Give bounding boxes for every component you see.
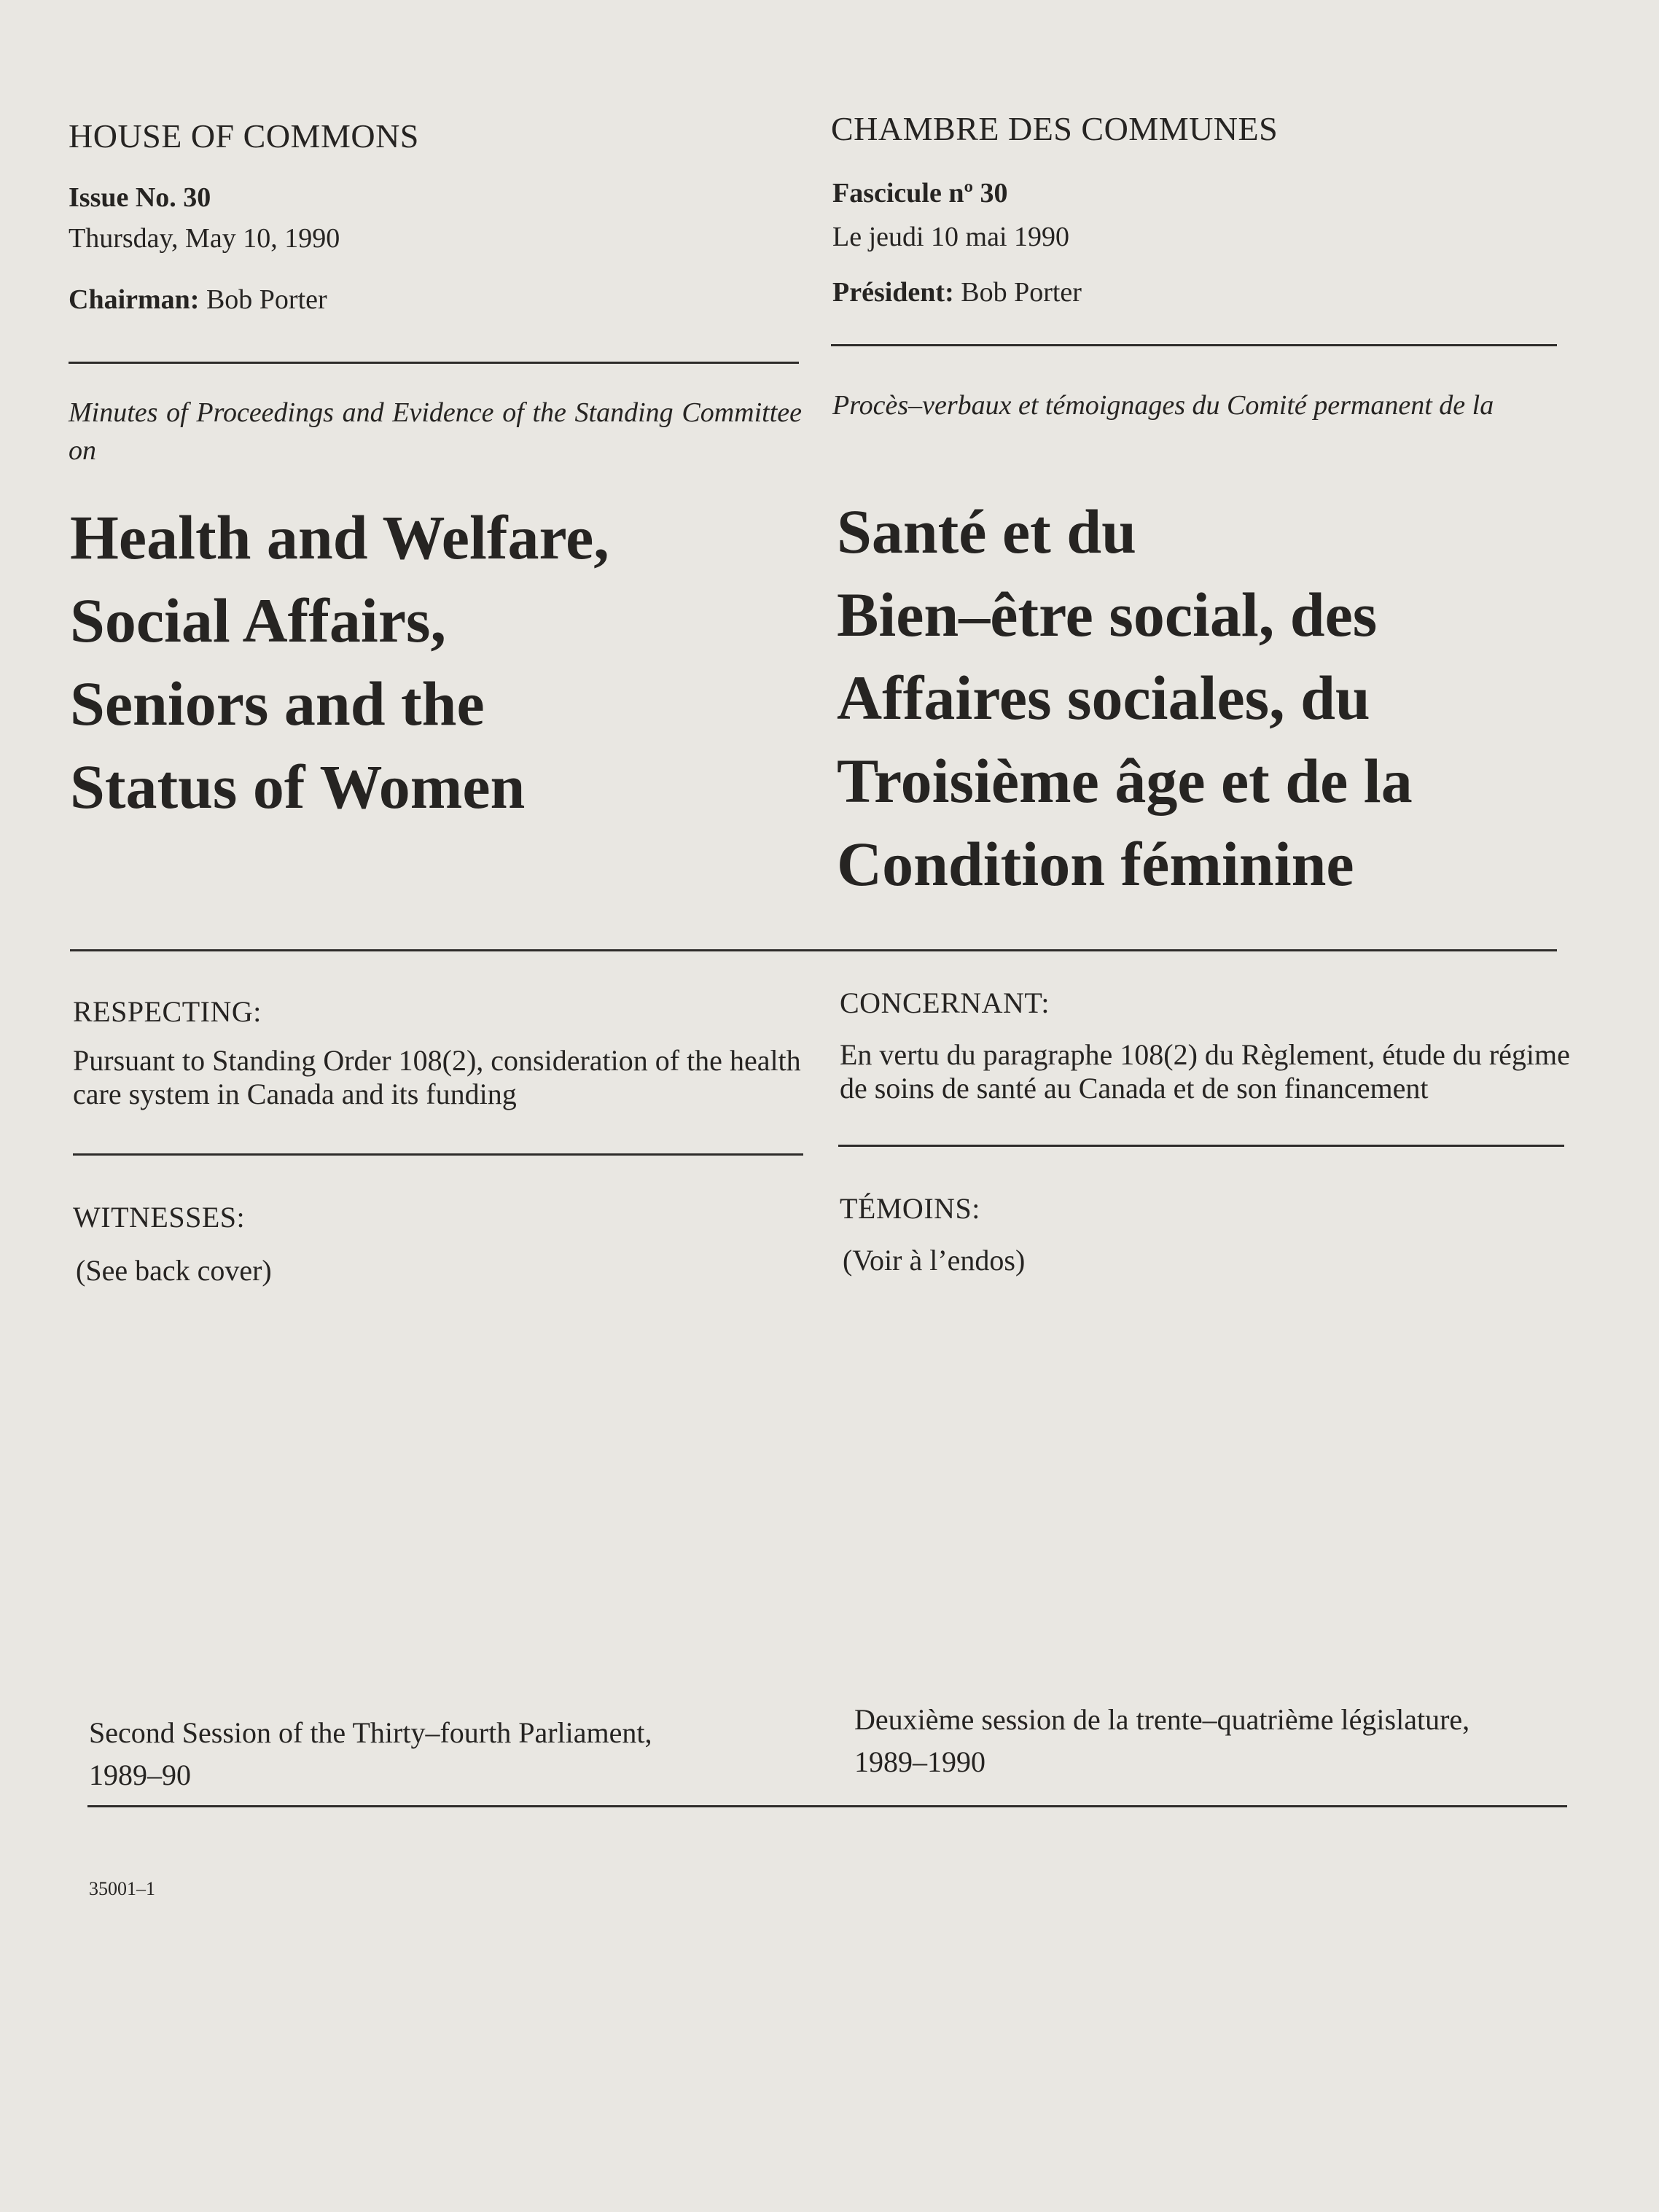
witnesses-label: WITNESSES: [73, 1201, 246, 1234]
witnesses-text: (See back cover) [76, 1254, 272, 1287]
chairman-line: Chairman: Bob Porter [69, 284, 327, 315]
house-of-commons-heading: HOUSE OF COMMONS [69, 117, 419, 155]
title-fr-line: Affaires sociales, du [837, 663, 1370, 733]
president-line: Président: Bob Porter [832, 277, 1082, 308]
document-code: 35001–1 [89, 1878, 155, 1899]
fascicule-number: Fascicule nº 30 [832, 178, 1008, 209]
temoins-label: TÉMOINS: [840, 1192, 980, 1225]
committee-title-en [70, 496, 609, 828]
issue-number: Issue No. 30 [69, 182, 211, 213]
chambre-des-communes-heading: CHAMBRE DES COMMUNES [831, 110, 1279, 147]
title-en-line: Social Affairs, [70, 585, 446, 655]
header-rule-left [69, 362, 799, 364]
proces-verbaux-text: Procès–verbaux et témoignages du Comité permanent de la [832, 390, 1494, 421]
title-en-line: Health and Welfare, [70, 502, 609, 572]
title-fr-line: Condition féminine [837, 829, 1354, 899]
respecting-label: RESPECTING: [73, 995, 262, 1028]
respecting-rule-right [838, 1145, 1564, 1147]
session-fr-line: Deuxième session de la trente–quatrième législature, [854, 1703, 1470, 1736]
title-fr-line: Santé et du [837, 496, 1136, 566]
committee-title-fr [837, 490, 1413, 906]
date-fr: Le jeudi 10 mai 1990 [832, 222, 1070, 252]
concernant-label: CONCERNANT: [840, 986, 1050, 1019]
title-rule [70, 949, 1557, 951]
session-en-line: Second Session of the Thirty–fourth Parliament, [89, 1716, 652, 1749]
respecting-rule-left [73, 1153, 803, 1156]
session-en [89, 1712, 652, 1796]
title-fr-line: Troisième âge et de la [837, 746, 1413, 816]
session-fr-year: 1989–1990 [854, 1745, 985, 1778]
concernant-text: En vertu du paragraphe 108(2) du Règlement, étude du régime de soins de santé au Canada et de son financement [840, 1038, 1570, 1105]
header-rule-right [831, 344, 1557, 346]
title-en-line: Seniors and the [70, 669, 485, 739]
temoins-text: (Voir à l’endos) [843, 1244, 1026, 1277]
session-fr [854, 1699, 1469, 1783]
session-rule [87, 1805, 1567, 1807]
session-en-year: 1989–90 [89, 1759, 191, 1791]
title-en-line: Status of Women [70, 752, 526, 822]
meeting-date: Thursday, May 10, 1990 [69, 223, 340, 254]
title-fr-line: Bien–être social, des [837, 580, 1378, 650]
minutes-text: Minutes of Proceedings and Evidence of the Standing Committee on [69, 397, 802, 466]
respecting-text: Pursuant to Standing Order 108(2), consideration of the health care system in Canada and its funding [73, 1044, 801, 1110]
